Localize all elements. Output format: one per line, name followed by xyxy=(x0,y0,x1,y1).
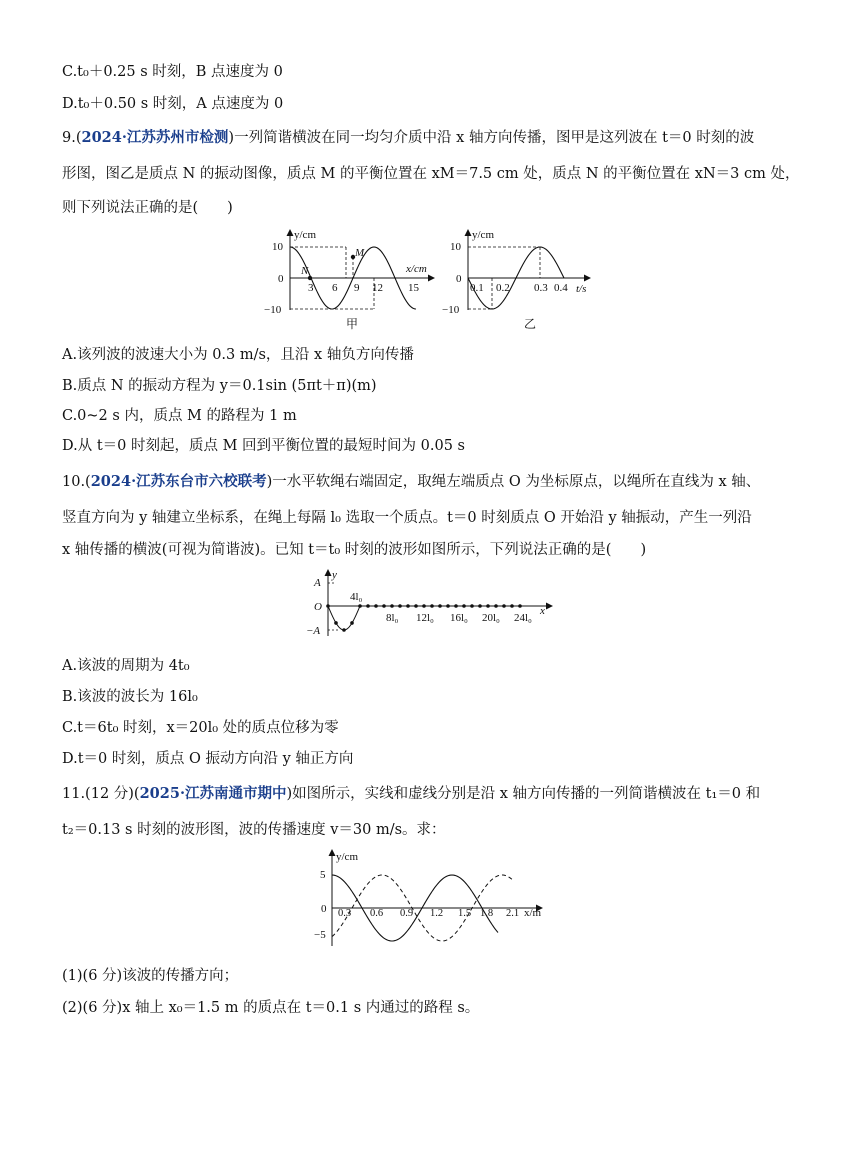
q9-option-c: C.0~2 s 内，质点 M 的路程为 1 m xyxy=(62,408,297,424)
xtick-16l0: 16l₀ xyxy=(450,612,468,624)
q10-stem-line1 xyxy=(62,472,760,492)
rope-particle xyxy=(342,628,346,632)
q10-option-c: C.t＝6t₀ 时刻，x＝20l₀ 处的质点位移为零 xyxy=(62,720,339,736)
rope-particle xyxy=(398,604,402,608)
q9-option-a: A.该列波的波速大小为 0.3 m/s，且沿 x 轴负方向传播 xyxy=(62,347,414,363)
rope-particle xyxy=(438,604,442,608)
xtick-9: 9 xyxy=(354,282,360,294)
ytick-10: 10 xyxy=(272,241,283,253)
q10-source: 2024·江苏东台市六校联考 xyxy=(90,473,267,490)
q10-option-a: A.该波的周期为 4t₀ xyxy=(62,658,190,674)
rope-particle xyxy=(502,604,506,608)
q11-stem-line1 xyxy=(62,784,760,804)
q11-figure xyxy=(314,846,548,950)
rope-particle xyxy=(422,604,426,608)
x-label: x xyxy=(540,605,545,617)
xtick-1.8: 1.8 xyxy=(480,908,494,919)
q10-option-b: B.该波的波长为 16l₀ xyxy=(62,689,198,705)
label-neg-a: −A xyxy=(306,625,321,637)
rope-particle xyxy=(414,604,418,608)
xtick-24l0: 24l₀ xyxy=(514,612,532,624)
q8-option-c: C.t₀＋0.25 s 时刻，B 点速度为 0 xyxy=(62,64,283,80)
rope-particle xyxy=(494,604,498,608)
y-label: y/cm xyxy=(336,851,358,863)
xtick-0.1: 0.1 xyxy=(470,282,484,294)
q9-stem-line3: 则下列说法正确的是( ) xyxy=(62,200,233,216)
point-n xyxy=(308,276,312,280)
q9-option-d: D.从 t＝0 时刻起，质点 M 回到平衡位置的最短时间为 0.05 s xyxy=(62,438,465,454)
xtick-0.4: 0.4 xyxy=(554,282,568,294)
xtick-15: 15 xyxy=(408,282,419,294)
y-label: y/cm xyxy=(472,229,494,241)
xtick-0.6: 0.6 xyxy=(370,908,384,919)
label-n: N xyxy=(301,265,309,277)
q11-number: 11.(12 分)( xyxy=(62,786,140,802)
y-label: y xyxy=(332,569,337,581)
q9-source: 2024·江苏苏州市检测 xyxy=(81,129,229,146)
rope-particle xyxy=(510,604,514,608)
rope-particle xyxy=(366,604,370,608)
xtick-2.1: 2.1 xyxy=(506,908,520,919)
label-4l0: 4l₀ xyxy=(350,591,363,603)
q10-stem-line2: 竖直方向为 y 轴建立坐标系，在绳上每隔 l₀ 选取一个质点。t＝0 时刻质点 O 开始沿 y 轴振动，产生一列沿 xyxy=(62,510,752,526)
xtick-1.2: 1.2 xyxy=(430,908,444,919)
ytick-neg5: −5 xyxy=(314,929,326,941)
xtick-0.9: 0.9 xyxy=(400,908,414,919)
xtick-6: 6 xyxy=(332,282,338,294)
xtick-8l0: 8l₀ xyxy=(386,612,399,624)
q11-sub-question-1: (1)(6 分)该波的传播方向； xyxy=(62,968,239,984)
caption-yi: 乙 xyxy=(524,317,537,331)
xtick-0.3: 0.3 xyxy=(534,282,548,294)
q9-option-b: B.质点 N 的振动方程为 y＝0.1sin (5πt＋π)(m) xyxy=(62,378,377,394)
rope-wave xyxy=(328,606,360,630)
ytick-neg10: −10 xyxy=(264,304,282,316)
q9-stem-line2: 形图，图乙是质点 N 的振动图像，质点 M 的平衡位置在 xM＝7.5 cm 处，质点 N 的平衡位置在 xN＝3 cm 处， xyxy=(62,166,800,182)
ytick-5: 5 xyxy=(320,869,326,881)
q10-option-d: D.t＝0 时刻，质点 O 振动方向沿 y 轴正方向 xyxy=(62,751,354,767)
q10-stem-text1: )一水平软绳右端固定，取绳左端质点 O 为坐标原点，以绳所在直线为 x 轴、 xyxy=(266,474,761,490)
rope-particle xyxy=(374,604,378,608)
rope-particle xyxy=(350,621,354,625)
q9-stem-line1 xyxy=(62,128,754,148)
caption-jia: 甲 xyxy=(346,317,359,331)
xtick-20l0: 20l₀ xyxy=(482,612,500,624)
rope-particle xyxy=(430,604,434,608)
label-o: O xyxy=(314,601,322,613)
rope-particle xyxy=(406,604,410,608)
q8-option-d: D.t₀＋0.50 s 时刻，A 点速度为 0 xyxy=(62,96,284,112)
xtick-0.3: 0.3 xyxy=(338,908,352,919)
rope-particle xyxy=(462,604,466,608)
t-label: t/s xyxy=(576,283,587,295)
ytick-neg10: −10 xyxy=(442,304,460,316)
xtick-0.2: 0.2 xyxy=(496,282,510,294)
ytick-0: 0 xyxy=(321,903,327,915)
rope-particle xyxy=(358,604,362,608)
rope-particle xyxy=(518,604,522,608)
label-m: M xyxy=(355,247,365,259)
rope-particle xyxy=(390,604,394,608)
rope-particle xyxy=(478,604,482,608)
q9-stem-text1: )一列简谐横波在同一均匀介质中沿 x 轴方向传播，图甲是这列波在 t＝0 时刻的波 xyxy=(228,130,755,146)
rope-particle xyxy=(326,604,330,608)
q9-number: 9.( xyxy=(62,130,82,146)
rope-particle xyxy=(454,604,458,608)
q11-sub-question-2: (2)(6 分)x 轴上 x₀＝1.5 m 的质点在 t＝0.1 s 内通过的路程 s。 xyxy=(62,1000,480,1016)
q9-figure-jia xyxy=(264,226,438,336)
q11-stem-text1: )如图所示，实线和虚线分别是沿 x 轴方向传播的一列简谐横波在 t₁＝0 和 xyxy=(286,786,761,802)
q10-figure xyxy=(308,566,558,642)
xtick-3: 3 xyxy=(308,282,314,294)
rope-particle xyxy=(382,604,386,608)
q9-figure-yi xyxy=(442,226,598,336)
ytick-10: 10 xyxy=(450,241,461,253)
q10-number: 10.( xyxy=(62,474,91,490)
label-a: A xyxy=(314,577,321,589)
xtick-12: 12 xyxy=(372,282,383,294)
rope-particle xyxy=(486,604,490,608)
q10-stem-line3: x 轴传播的横波(可视为简谐波)。已知 t＝t₀ 时刻的波形如图所示，下列说法正确的是( ) xyxy=(62,542,647,558)
q11-stem-line2: t₂＝0.13 s 时刻的波形图，波的传播速度 v＝30 m/s。求： xyxy=(62,822,446,838)
rope-particle xyxy=(470,604,474,608)
q11-source: 2025·江苏南通市期中 xyxy=(139,785,287,802)
x-label: x/cm xyxy=(406,263,427,275)
xtick-12l0: 12l₀ xyxy=(416,612,434,624)
x-label: x/m xyxy=(524,907,542,919)
xtick-1.5: 1.5 xyxy=(458,908,472,919)
ytick-0: 0 xyxy=(456,273,462,285)
rope-particle xyxy=(334,621,338,625)
ytick-0: 0 xyxy=(278,273,284,285)
y-label: y/cm xyxy=(294,229,316,241)
rope-particle xyxy=(446,604,450,608)
